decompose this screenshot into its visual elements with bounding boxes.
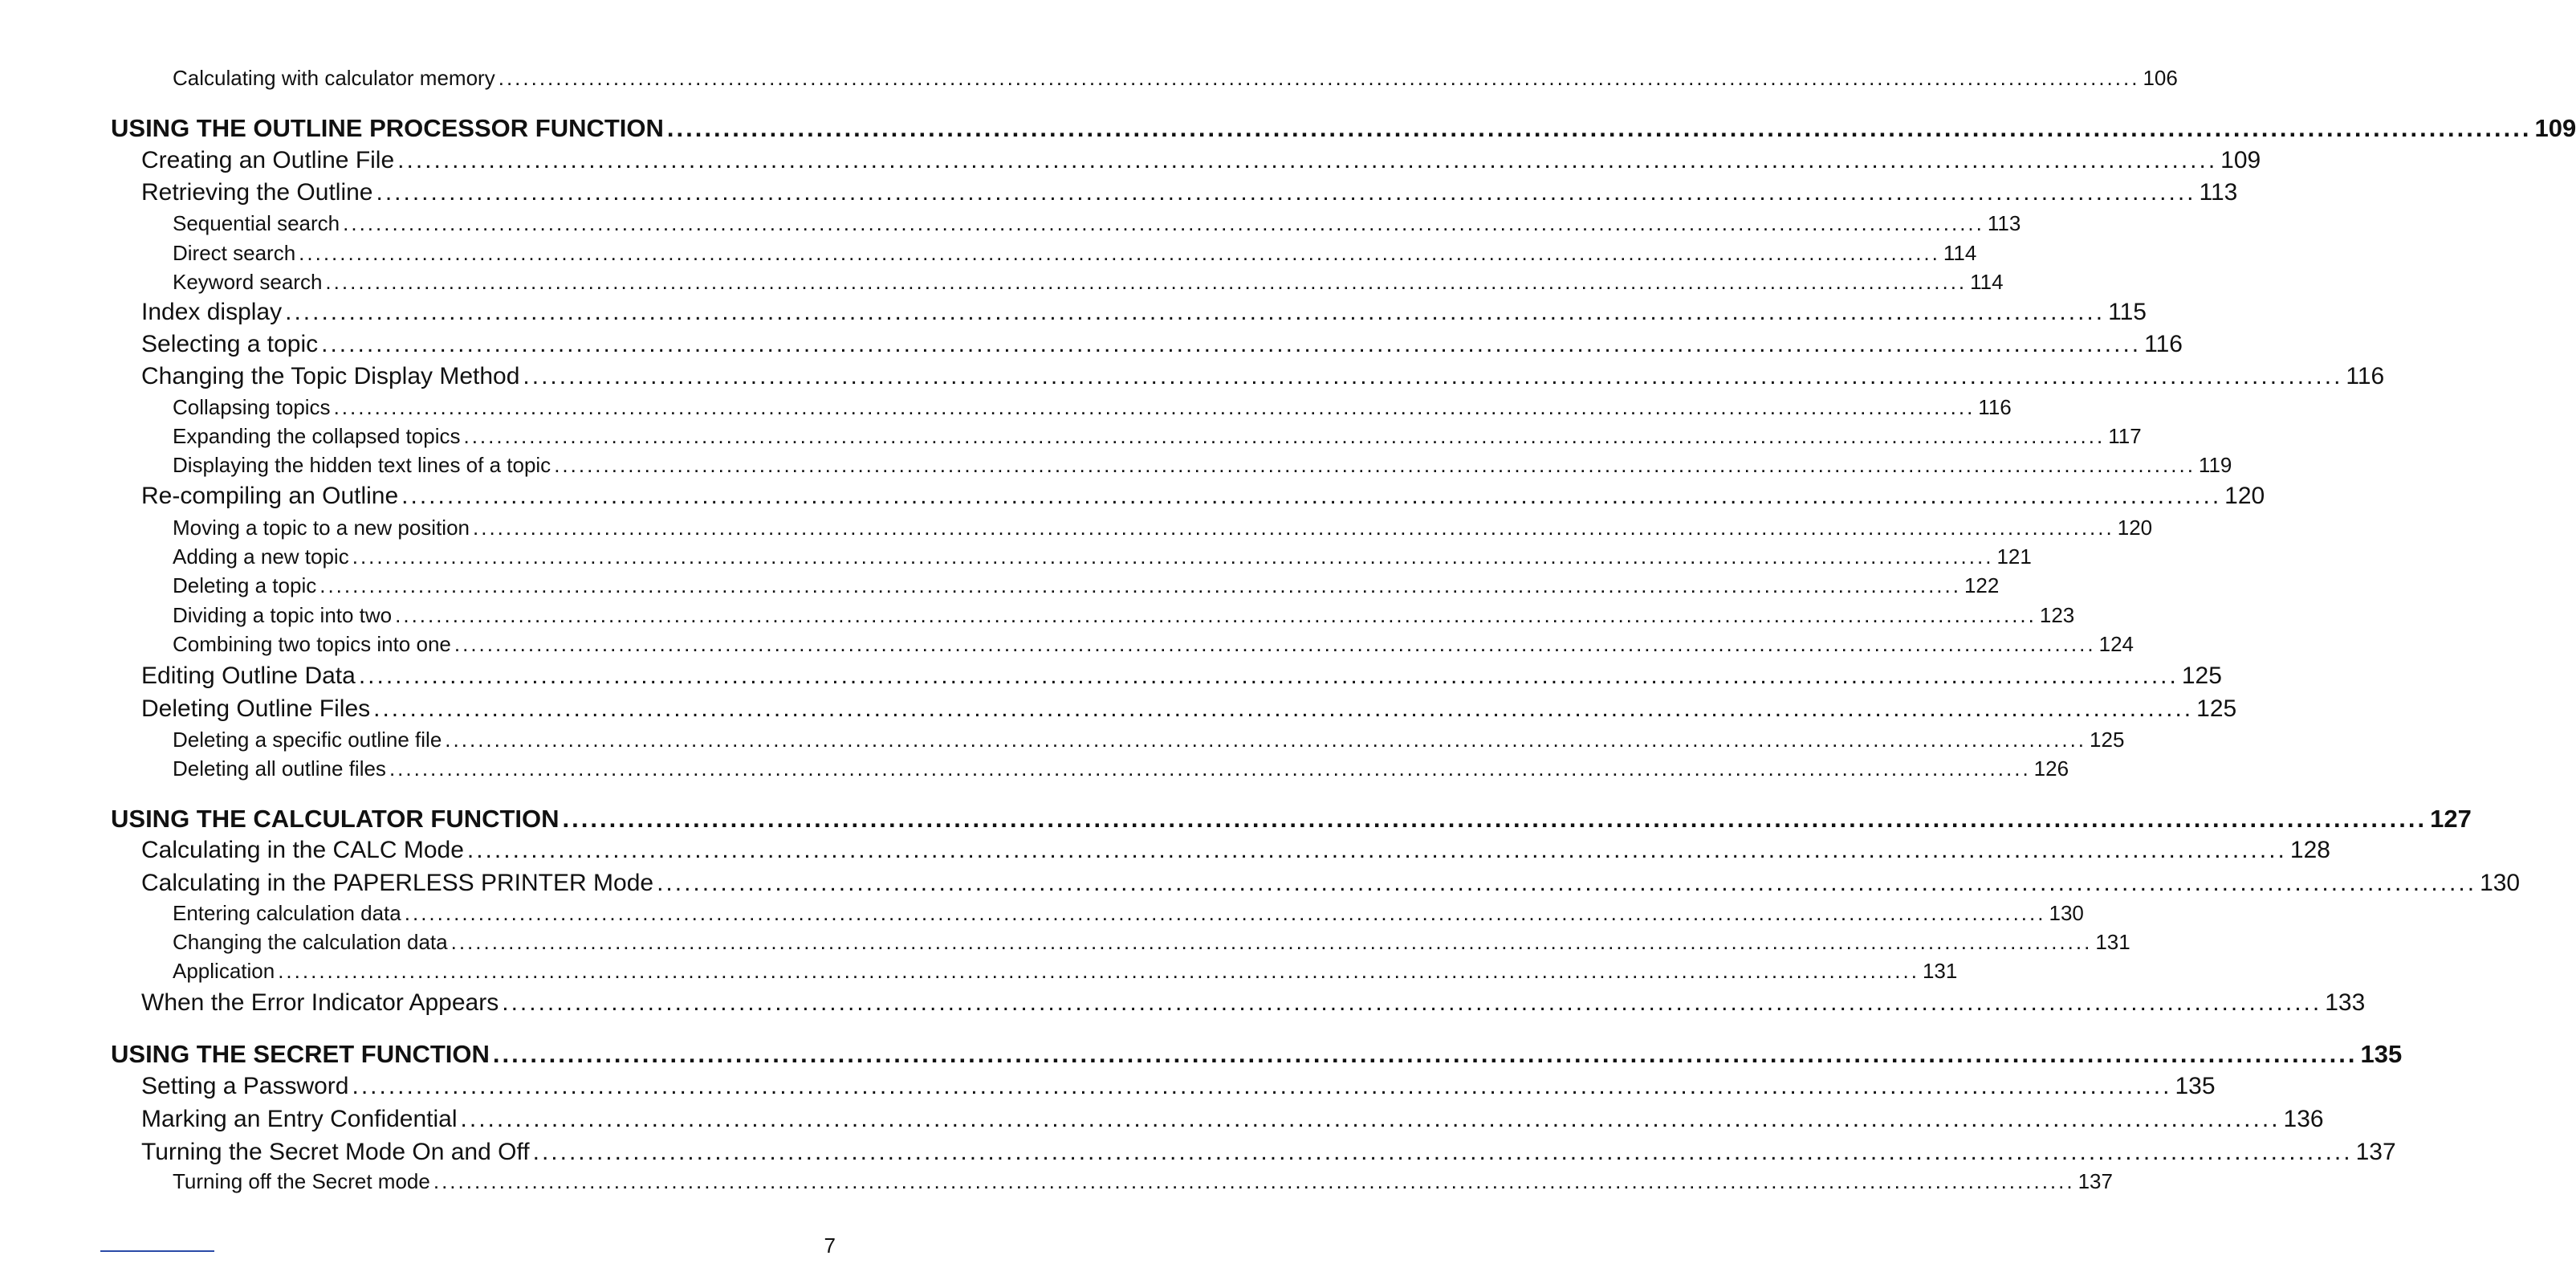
dot-leader: ........................................................................................................................................................................................................: [502, 989, 2322, 1016]
toc-entry: [173, 728, 2125, 752]
toc-entry: [173, 632, 2134, 657]
toc-entry-title: Turning off the Secret mode: [173, 1169, 430, 1193]
toc-entry-title: Application: [173, 959, 275, 983]
toc-entry-page: 116: [1978, 395, 2012, 419]
toc-entry-page: 125: [2181, 662, 2222, 689]
toc-entry-page: 114: [1970, 270, 2004, 294]
toc-section-heading: [111, 1040, 2403, 1069]
toc-entry-page: 137: [2355, 1139, 2396, 1165]
dot-leader: ........................................................................................................................................................................................................: [343, 211, 1984, 235]
toc-entry-page: 106: [2143, 66, 2178, 90]
toc-entry-page: 115: [2108, 299, 2147, 325]
toc-entry: [141, 662, 2222, 690]
dot-leader: ........................................................................................................................................................................................................: [463, 424, 2106, 448]
toc-entry: [173, 270, 2004, 295]
dot-leader: ........................................................................................................................................................................................................: [299, 241, 1940, 265]
toc-entry-page: 120: [2224, 483, 2265, 509]
toc-entry-title: Deleting Outline Files: [141, 695, 371, 722]
toc-entry-title: Direct search: [173, 241, 296, 265]
toc-entry-title: Calculating with calculator memory: [173, 66, 495, 90]
footer-rule: [100, 1250, 214, 1252]
toc-entry-title: Changing the calculation data: [173, 930, 448, 954]
toc-entry-page: 125: [2196, 695, 2237, 722]
toc-entry: [173, 930, 2130, 955]
toc-entry-title: USING THE CALCULATOR FUNCTION: [111, 805, 560, 833]
toc-entry-page: 135: [2360, 1040, 2403, 1068]
toc-entry: [141, 363, 2385, 390]
dot-leader: ........................................................................................................................................................................................................: [460, 1106, 2281, 1132]
toc-entry-title: Adding a new topic: [173, 544, 349, 569]
toc-entry: [141, 989, 2366, 1017]
dot-leader: ........................................................................................................................................................................................................: [666, 114, 2532, 142]
dot-leader: ........................................................................................................................................................................................................: [554, 453, 2196, 477]
toc-entry-title: Expanding the collapsed topics: [173, 424, 461, 448]
toc-entry-page: 127: [2430, 805, 2472, 833]
dot-leader: ........................................................................................................................................................................................................: [492, 1040, 2358, 1068]
toc-entry: [173, 241, 1977, 266]
toc-entry-title: USING THE SECRET FUNCTION: [111, 1040, 490, 1068]
toc-entry: [141, 147, 2261, 174]
toc-entry-page: 116: [2346, 363, 2385, 389]
toc-entry-page: 114: [1943, 241, 1977, 265]
toc-section-heading: [111, 114, 2576, 143]
toc-entry: [173, 901, 2084, 926]
toc-entry-page: 109: [2534, 114, 2576, 142]
toc-entry: [173, 756, 2069, 781]
toc-entry-title: Re-compiling an Outline: [141, 483, 399, 509]
dot-leader: ........................................................................................................................................................................................................: [278, 959, 1919, 983]
toc-entry: [173, 1169, 2113, 1194]
dot-leader: ........................................................................................................................................................................................................: [373, 695, 2194, 722]
toc-entry-page: 109: [2220, 147, 2261, 173]
toc-entry-title: When the Error Indicator Appears: [141, 989, 499, 1016]
toc-entry-page: 131: [2095, 930, 2130, 954]
toc-entry-title: Sequential search: [173, 211, 340, 235]
toc-entry-title: Index display: [141, 299, 283, 325]
toc-entry-page: 137: [2077, 1169, 2113, 1193]
toc-entry-page: 130: [2480, 870, 2521, 896]
toc-entry: [173, 66, 2178, 91]
toc-entry: [141, 1106, 2324, 1133]
dot-leader: ........................................................................................................................................................................................................: [473, 516, 2114, 540]
dot-leader: ........................................................................................................................................................................................................: [562, 805, 2427, 833]
dot-leader: ........................................................................................................................................................................................................: [657, 870, 2477, 896]
toc-entry-title: Retrieving the Outline: [141, 179, 373, 206]
dot-leader: ........................................................................................................................................................................................................: [319, 573, 1961, 597]
dot-leader: ........................................................................................................................................................................................................: [498, 66, 2140, 90]
toc-entry-page: 116: [2144, 331, 2183, 357]
toc-entry-page: 124: [2098, 632, 2134, 656]
dot-leader: ........................................................................................................................................................................................................: [352, 1073, 2172, 1099]
toc-entry: [173, 573, 2000, 598]
toc-entry: [173, 424, 2142, 449]
toc-entry-page: 121: [1996, 544, 2032, 569]
dot-leader: ........................................................................................................................................................................................................: [404, 901, 2046, 925]
dot-leader: ........................................................................................................................................................................................................: [401, 483, 2222, 509]
page-number: 7: [824, 1233, 836, 1258]
dot-leader: ........................................................................................................................................................................................................: [523, 363, 2343, 389]
toc-entry-title: Moving a topic to a new position: [173, 516, 470, 540]
toc-entry: [141, 1139, 2396, 1166]
toc-entry-title: USING THE OUTLINE PROCESSOR FUNCTION: [111, 114, 664, 142]
toc-entry-title: Creating an Outline File: [141, 147, 395, 173]
toc-entry-title: Deleting a specific outline file: [173, 728, 442, 752]
toc-entry-title: Dividing a topic into two: [173, 603, 393, 627]
toc-entry: [141, 483, 2265, 510]
toc-entry: [141, 299, 2147, 326]
toc-entry-page: 136: [2283, 1106, 2324, 1132]
toc-entry: [141, 1073, 2216, 1100]
toc-entry: [141, 870, 2521, 897]
dot-leader: ........................................................................................................................................................................................................: [352, 544, 1994, 569]
dot-leader: ........................................................................................................................................................................................................: [445, 728, 2087, 752]
toc-entry-page: 123: [2039, 603, 2075, 627]
toc-entry-page: 133: [2325, 989, 2366, 1016]
toc-entry: [173, 395, 2012, 420]
toc-entry-title: Selecting a topic: [141, 331, 319, 357]
toc-entry-page: 126: [2033, 756, 2069, 781]
toc-entry-page: 128: [2289, 837, 2330, 863]
toc-entry-page: 113: [2199, 179, 2238, 206]
toc-entry-page: 117: [2108, 424, 2142, 448]
toc-entry-title: Turning the Secret Mode On and Off: [141, 1139, 530, 1165]
toc-entry-page: 120: [2117, 516, 2153, 540]
toc-entry: [141, 695, 2237, 723]
toc-entry-page: 119: [2198, 453, 2232, 477]
toc-entry-title: Entering calculation data: [173, 901, 401, 925]
dot-leader: ........................................................................................................................................................................................................: [466, 837, 2287, 863]
toc-entry: [173, 516, 2153, 540]
toc-entry-title: Combining two topics into one: [173, 632, 451, 656]
toc-entry-title: Displaying the hidden text lines of a topic: [173, 453, 551, 477]
dot-leader: ........................................................................................................................................................................................................: [285, 299, 2106, 325]
dot-leader: ........................................................................................................................................................................................................: [321, 331, 2142, 357]
dot-leader: ........................................................................................................................................................................................................: [532, 1139, 2353, 1165]
toc-entry-page: 113: [1987, 211, 2021, 235]
toc-entry-title: Deleting a topic: [173, 573, 317, 597]
toc-entry-title: Collapsing topics: [173, 395, 331, 419]
toc-entry-title: Setting a Password: [141, 1073, 349, 1099]
toc-entry-page: 125: [2090, 728, 2125, 752]
dot-leader: ........................................................................................................................................................................................................: [450, 930, 2093, 954]
dot-leader: ........................................................................................................................................................................................................: [397, 147, 2218, 173]
dot-leader: ........................................................................................................................................................................................................: [376, 179, 2196, 206]
toc-entry-title: Editing Outline Data: [141, 662, 356, 689]
dot-leader: ........................................................................................................................................................................................................: [325, 270, 1968, 294]
dot-leader: ........................................................................................................................................................................................................: [333, 395, 1976, 419]
toc-entry: [173, 603, 2075, 628]
toc-entry: [141, 179, 2238, 206]
toc-entry-page: 122: [1964, 573, 2000, 597]
dot-leader: ........................................................................................................................................................................................................: [389, 756, 2031, 781]
toc-section-heading: [111, 805, 2472, 834]
toc-entry-title: Deleting all outline files: [173, 756, 386, 781]
dot-leader: ........................................................................................................................................................................................................: [454, 632, 2096, 656]
toc-entry-title: Calculating in the CALC Mode: [141, 837, 464, 863]
dot-leader: ........................................................................................................................................................................................................: [358, 662, 2179, 689]
toc-entry-title: Keyword search: [173, 270, 323, 294]
dot-leader: ........................................................................................................................................................................................................: [433, 1169, 2075, 1193]
toc-entry-title: Marking an Entry Confidential: [141, 1106, 458, 1132]
toc-entry: [141, 837, 2330, 864]
toc-entry: [173, 453, 2232, 478]
toc-entry: [173, 959, 1958, 984]
toc-entry: [141, 331, 2183, 358]
toc-entry-title: Calculating in the PAPERLESS PRINTER Mode: [141, 870, 654, 896]
toc-entry-title: Changing the Topic Display Method: [141, 363, 520, 389]
dot-leader: ........................................................................................................................................................................................................: [395, 603, 2037, 627]
toc-entry-page: 135: [2175, 1073, 2216, 1099]
toc-entry: [173, 544, 2032, 569]
toc-entry: [173, 211, 2021, 236]
toc-entry-page: 131: [1922, 959, 1958, 983]
toc-entry-page: 130: [2049, 901, 2084, 925]
